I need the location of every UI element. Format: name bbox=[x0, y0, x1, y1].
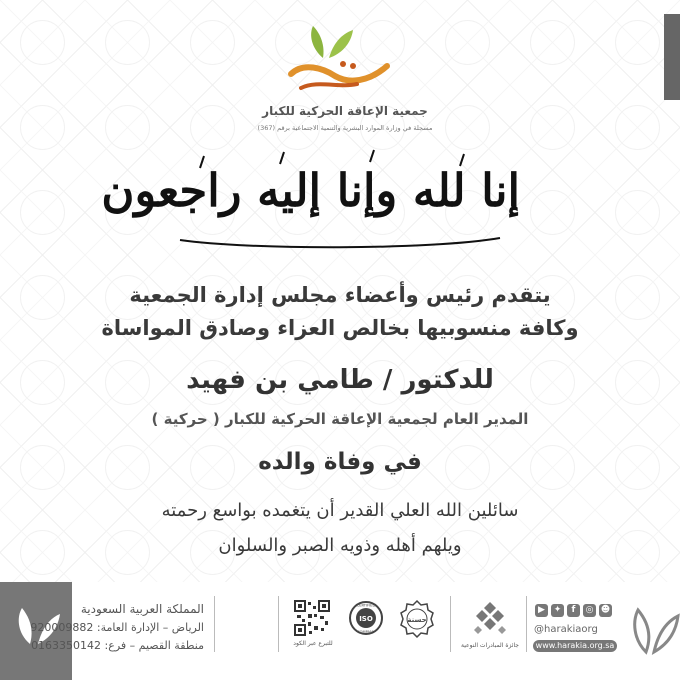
condolence-line-1: يتقدم رئيس وأعضاء مجلس إدارة الجمعية bbox=[129, 283, 551, 307]
award-emblem-icon bbox=[472, 600, 508, 638]
youtube-icon[interactable]: ▶ bbox=[535, 604, 548, 617]
prayer-line-2: ويلهم أهله وذويه الصبر والسلوان bbox=[218, 535, 462, 556]
iso-label: ISO bbox=[359, 615, 373, 623]
harakia-logo bbox=[283, 22, 395, 96]
website-url[interactable]: www.harakia.org.sa bbox=[533, 640, 617, 652]
recipient-name: للدكتور / طامي بن فهيد bbox=[186, 365, 494, 395]
facebook-icon[interactable]: f bbox=[567, 604, 580, 617]
footer-divider bbox=[450, 596, 451, 652]
iso-certified-badge bbox=[348, 600, 384, 636]
seal-label: حسنة bbox=[407, 616, 427, 624]
snapchat-icon[interactable]: ☻ bbox=[600, 605, 611, 615]
footer-branch-phone[interactable]: منطقة القصيم – فرع: 0163350142 bbox=[31, 639, 204, 652]
recipient-role: المدير العام لجمعية الإعاقة الحركية للكبار ( حركية ) bbox=[151, 410, 529, 428]
org-registration: مسجلة في وزارة الموارد البشرية والتنمية الاجتماعية برقم (367) bbox=[257, 124, 433, 132]
footer-divider bbox=[278, 596, 279, 652]
iso-bottom-label: COMPANY bbox=[357, 630, 375, 634]
qr-caption: للتبرع عبر الكود bbox=[293, 640, 333, 647]
award-caption: جائزة المبادرات النوعية bbox=[461, 642, 519, 649]
footer-divider bbox=[214, 596, 215, 652]
quality-seal-badge bbox=[398, 600, 436, 638]
condolence-line-2: وكافة منسوبيها بخالص العزاء وصادق المواساة bbox=[101, 316, 579, 340]
event-line: في وفاة والده bbox=[258, 449, 422, 475]
footer-country: المملكة العربية السعودية bbox=[80, 602, 204, 616]
twitter-icon[interactable]: ✦ bbox=[551, 604, 564, 617]
social-handle[interactable]: @harakiaorg bbox=[534, 624, 598, 635]
footer-divider bbox=[526, 596, 527, 652]
corner-accent-bar bbox=[664, 14, 680, 100]
calligraphy-verse bbox=[101, 150, 520, 258]
iso-top-label: CERTIFIED bbox=[356, 603, 376, 608]
verse-text: إنا لله وإنا إليه راجعون bbox=[101, 164, 520, 217]
footer-hq-phone[interactable]: الرياض – الإدارة العامة: 920009882 bbox=[30, 621, 204, 634]
corner-leaf-icon bbox=[626, 582, 680, 680]
org-name: جمعية الإعاقة الحركية للكبار bbox=[262, 104, 428, 118]
prayer-line-1: سائلين الله العلي القدير أن يتغمده بواسع رحمته bbox=[161, 500, 519, 521]
donation-qr-code[interactable] bbox=[294, 600, 330, 636]
instagram-icon[interactable]: ◎ bbox=[583, 604, 596, 617]
footer bbox=[0, 582, 680, 680]
